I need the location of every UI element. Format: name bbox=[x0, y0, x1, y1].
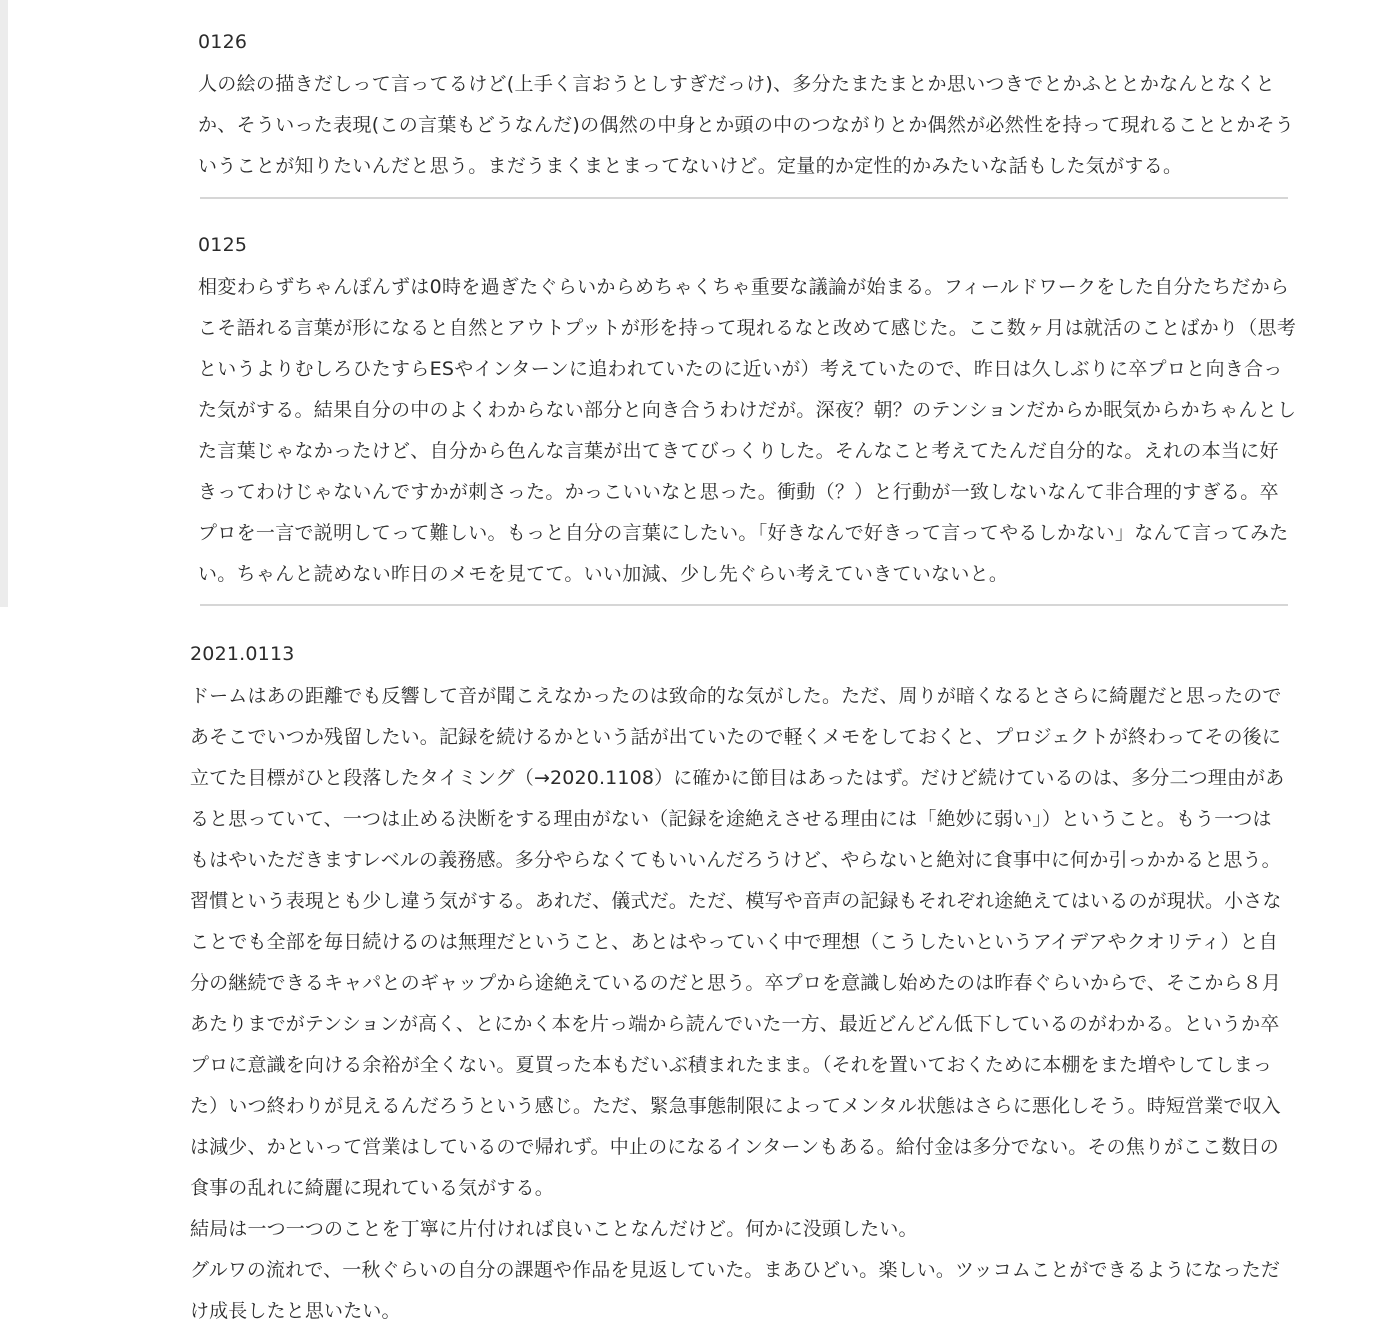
entry-body bbox=[198, 64, 1298, 187]
entry-paragraph: 人の絵の描きだしって言ってるけど(上手く言おうとしすぎだっけ)、多分たまたまとか思いつきでとかふととかなんとなくとか、そういった表現(この言葉もどうなんだ)の偶然の中身とか頭の中のつながりとか偶然が必然性を持って現れることとかそういうことが知りたいんだと思う。まだうまくまとまってないけど。定量的か定性的かみたいな話もした気がする。 bbox=[198, 73, 1295, 177]
entry-date: 0126 bbox=[198, 31, 248, 53]
journal-entry bbox=[190, 642, 1285, 1332]
entry-date: 2021.0113 bbox=[190, 643, 295, 665]
entry-paragraph: ドームはあの距離でも反響して音が聞こえなかったのは致命的な気がした。ただ、周りが暗くなるとさらに綺麗だと思ったのであそこでいつか残留したい。記録を続けるかという話が出ていたので軽くメモをしておくと、プロジェクトが終わってその後に立てた目標がひと段落したタイミング（→2020.1108）に確かに節目はあったはず。だけど続けているのは、多分二つ理由があると思っていて、一つは止める決断をする理由がない（記録を途絶えさせる理由には「絶妙に弱い」）ということ。もう一つはもはやいただきますレベルの義務感。多分やらなくてもいいんだろうけど、やらないと絶対に食事中に何か引っかかると思う。習慣という表現とも少し違う気がする。あれだ、儀式だ。ただ、模写や音声の記録もそれぞれ途絶えてはいるのが現状。小さなことでも全部を毎日続けるのは無理だということ、あとはやっていく中で理想（こうしたいというアイデアやクオリティ）と自分の継続できるキャパとのギャップから途絶えているのだと思う。卒プロを意識し始めたのは昨春ぐらいからで、そこから８月あたりまでがテンションが高く、とにかく本を片っ端から読んでいた一方、最近どんどん低下しているのがわかる。というか卒プロに意識を向ける余裕が全くない。夏買った本もだいぶ積まれたまま。（それを置いておくために本棚をまた増やしてしまった）いつ終わりが見えるんだろうという感じ。ただ、緊急事態制限によってメンタル状態はさらに悪化しそう。時短営業で収入は減少、かといって営業はしているので帰れず。中止のになるインターンもある。給付金は多分でない。その焦りがここ数日の食事の乱れに綺麗に現れている気がする。 bbox=[190, 685, 1285, 1199]
journal-entry bbox=[198, 233, 1298, 595]
entry-body bbox=[190, 676, 1285, 1332]
entry-divider bbox=[200, 604, 1288, 606]
journal-entry bbox=[198, 30, 1298, 187]
entry-body bbox=[198, 267, 1298, 595]
entry-paragraph: 相変わらずちゃんぽんずは0時を過ぎたぐらいからめちゃくちゃ重要な議論が始まる。フィールドワークをした自分たちだからこそ語れる言葉が形になると自然とアウトプットが形を持って現れるなと改めて感じた。ここ数ヶ月は就活のことばかり（思考というよりむしろひたすらESやインターンに追われていたのに近いが）考えていたので、昨日は久しぶりに卒プロと向き合った気がする。結果自分の中のよくわからない部分と向き合うわけだが。深夜？朝？のテンションだからか眠気からかちゃんとした言葉じゃなかったけど、自分から色んな言葉が出てきてびっくりした。そんなこと考えてたんだ自分的な。えれの本当に好きってわけじゃないんですかが刺さった。かっこいいなと思った。衝動（？）と行動が一致しないなんて非合理的すぎる。卒プロを一言で説明してって難しい。もっと自分の言葉にしたい。「好きなんで好きって言ってやるしかない」なんて言ってみたい。ちゃんと読めない昨日のメモを見てて。いい加減、少し先ぐらい考えていきていないと。 bbox=[198, 276, 1297, 585]
entry-divider bbox=[200, 197, 1288, 199]
left-margin-rule bbox=[0, 0, 8, 607]
entry-date: 0125 bbox=[198, 234, 248, 256]
entry-paragraph: 結局は一つ一つのことを丁寧に片付ければ良いことなんだけど。何かに没頭したい。 bbox=[190, 1218, 918, 1240]
entry-paragraph: グルワの流れで、一秋ぐらいの自分の課題や作品を見返していた。まあひどい。楽しい。ツッコムことができるようになっただけ成長したと思いたい。 bbox=[190, 1259, 1281, 1322]
